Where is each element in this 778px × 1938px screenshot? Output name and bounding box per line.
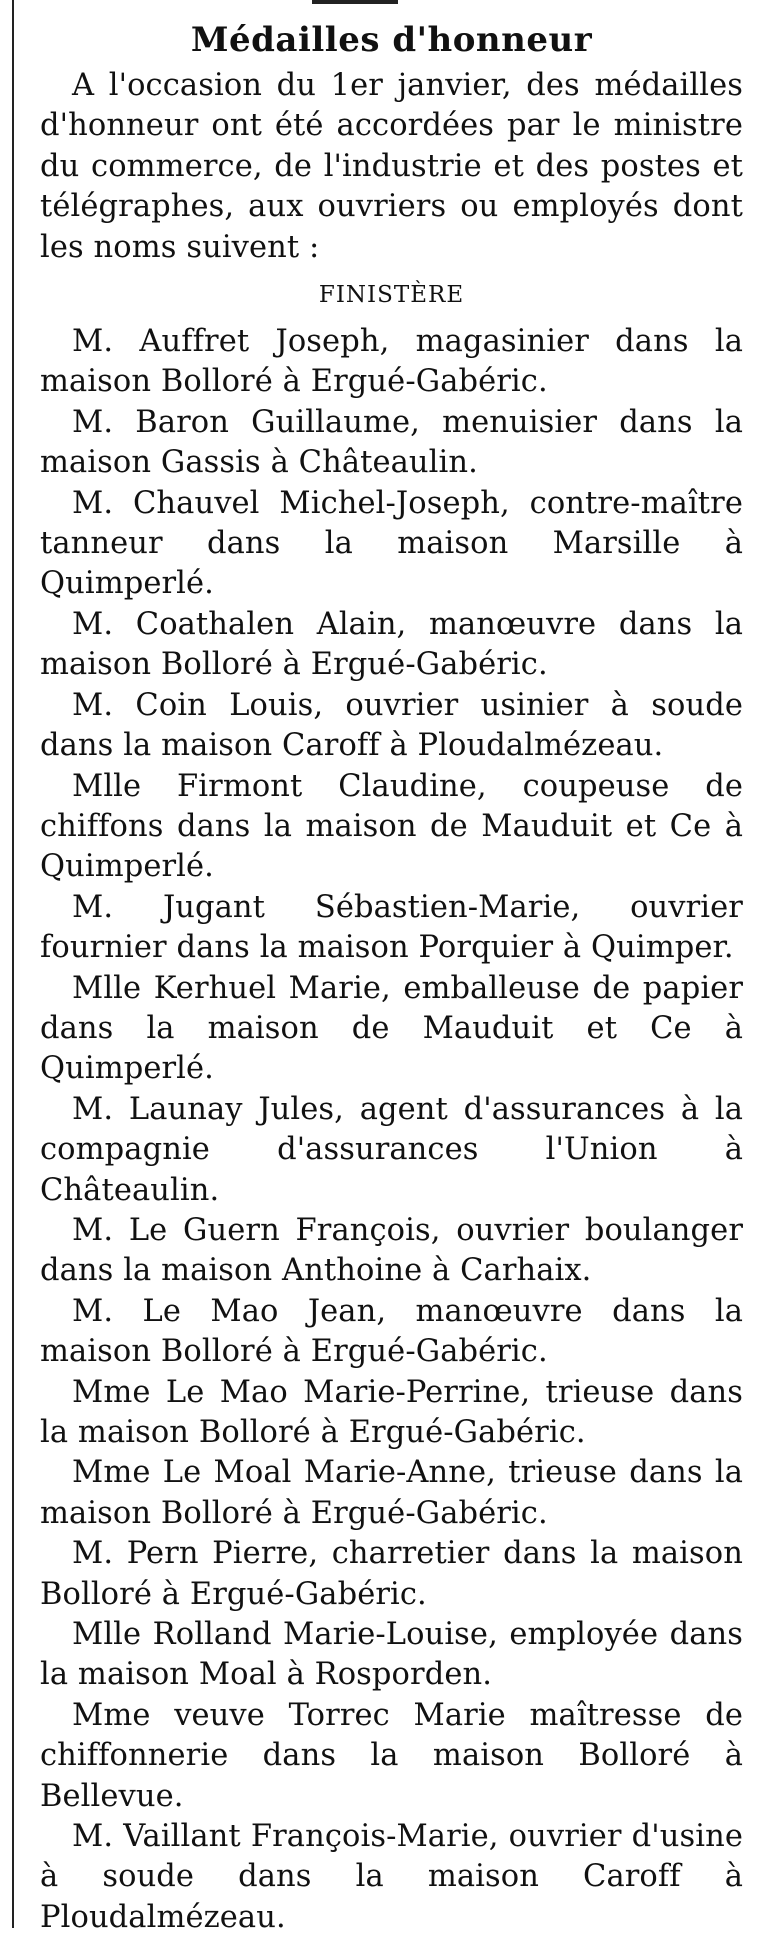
list-item: M. Coin Louis, ouvrier usinier à soude dans la maison Caroff à Ploudalmézeau. [40,687,743,764]
honoree-list [40,322,743,1938]
column-rule [12,0,14,1928]
list-item: Mlle Firmont Claudine, coupeuse de chiffons dans la maison de Mauduit et Ce à Quimperlé. [40,768,743,885]
list-item: M. Pern Pierre, charretier dans la maison Bolloré à Ergué-Gabéric. [40,1536,743,1612]
list-item: Mme Le Moal Marie-Anne, trieuse dans la maison Bolloré à Ergué-Gabéric. [40,1455,743,1531]
article-title: Médailles d'honneur [190,20,593,60]
section-heading: FINISTÈRE [318,282,465,309]
column-top-bar [312,0,398,4]
list-item: Mlle Rolland Marie-Louise, employée dans la maison Moal à Rosporden. [40,1617,743,1693]
list-item: Mme Le Mao Marie-Perrine, trieuse dans la maison Bolloré à Ergué-Gabéric. [40,1374,743,1450]
list-item: M. Coathalen Alain, manœuvre dans la maison Bolloré à Ergué-Gabéric. [40,606,743,683]
list-item: M. Le Guern François, ouvrier boulanger dans la maison Anthoine à Carhaix. [40,1212,743,1289]
list-item: M. Chauvel Michel-Joseph, contre-maître tanneur dans la maison Marsille à Quimperlé. [40,485,743,602]
list-item: Mme veuve Torrec Marie maîtresse de chiffonnerie dans la maison Bolloré à Bellevue. [40,1697,743,1814]
list-item: M. Auffret Joseph, magasinier dans la maison Bolloré à Ergué-Gabéric. [40,324,743,400]
list-item: M. Launay Jules, agent d'assurances à la compagnie d'assurances l'Union à Châteaulin. [40,1091,743,1208]
list-item: M. Jugant Sébastien-Marie, ouvrier fournier dans la maison Porquier à Quimper. [40,889,743,966]
list-item: M. Le Mao Jean, manœuvre dans la maison Bolloré à Ergué-Gabéric. [40,1293,743,1370]
article-column [40,14,743,1938]
article-intro: A l'occasion du 1er janvier, des médailles d'honneur ont été accordées par le ministre du commerce, de l'industrie et des postes et télégraphes, aux ouvriers ou employés dont les noms suivent : [40,68,743,265]
list-item: M. Baron Guillaume, menuisier dans la maison Gassis à Châteaulin. [40,404,743,481]
list-item: Mlle Kerhuel Marie, emballeuse de papier dans la maison de Mauduit et Ce à Quimperlé. [40,970,743,1087]
list-item: M. Vaillant François-Marie, ouvrier d'usine à soude dans la maison Caroff à Ploudalmézeau. [40,1819,743,1935]
